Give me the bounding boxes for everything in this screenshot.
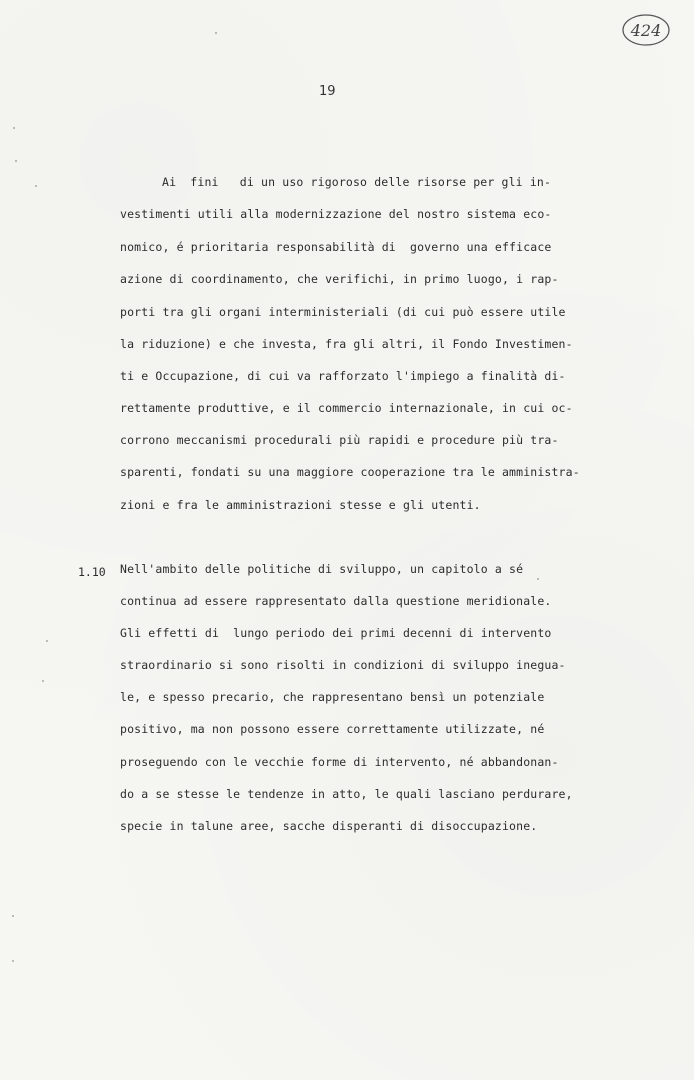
page-number: 19 <box>319 84 336 99</box>
paragraph-line: le, e spesso precario, che rappresentano bensì un potenziale <box>120 690 545 704</box>
scan-speck <box>42 680 44 682</box>
scan-speck <box>46 640 48 642</box>
paragraph-line: vestimenti utili alla modernizzazione del nostro sistema eco- <box>120 207 552 221</box>
scan-speck <box>537 578 539 580</box>
scan-speck <box>12 915 14 917</box>
paragraph-line: sparenti, fondati su una maggiore cooperazione tra le amministra- <box>120 465 580 479</box>
scan-speck <box>35 185 37 187</box>
paragraph-line: straordinario si sono risolti in condizioni di sviluppo inegua- <box>120 658 566 672</box>
scan-speck <box>15 160 17 162</box>
paragraph-line: Nell'ambito delle politiche di sviluppo, un capitolo a sé <box>120 562 524 576</box>
page-stamp <box>621 13 671 47</box>
paragraph-line: do a se stesse le tendenze in atto, le quali lasciano perdurare, <box>120 787 573 801</box>
circled-number-stamp <box>621 13 671 47</box>
paragraph-line: ti e Occupazione, di cui va rafforzato l'impiego a finalità di- <box>120 369 566 383</box>
paragraph-line: specie in talune aree, sacche disperanti di disoccupazione. <box>120 819 538 833</box>
paragraph-line: porti tra gli organi interministeriali (di cui può essere utile <box>120 305 566 319</box>
paragraph-line: rettamente produttive, e il commercio internazionale, in cui oc- <box>120 401 573 415</box>
paragraph-line: Ai fini di un uso rigoroso delle risorse per gli in- <box>162 175 552 189</box>
paragraph-line: azione di coordinamento, che verifichi, in primo luogo, i rap- <box>120 272 559 286</box>
paragraph-line: nomico, é prioritaria responsabilità di governo una efficace <box>120 240 552 254</box>
scan-speck <box>13 127 15 129</box>
paragraph-line: Gli effetti di lungo periodo dei primi decenni di intervento <box>120 626 552 640</box>
paragraph-line: zioni e fra le amministrazioni stesse e gli utenti. <box>120 498 481 512</box>
scan-speck <box>215 32 217 34</box>
paragraph-line: continua ad essere rappresentato dalla questione meridionale. <box>120 594 552 608</box>
paragraph-line: proseguendo con le vecchie forme di intervento, né abbandonan- <box>120 755 559 769</box>
stamp-text: 424 <box>630 21 662 40</box>
scan-speck <box>12 960 14 962</box>
paragraph-line: corrono meccanismi procedurali più rapidi e procedure più tra- <box>120 433 559 447</box>
paragraph-line: positivo, ma non possono essere correttamente utilizzate, né <box>120 722 545 736</box>
paragraph-number: 1.10 <box>78 565 106 579</box>
paragraph-line: la riduzione) e che investa, fra gli altri, il Fondo Investimen- <box>120 337 573 351</box>
